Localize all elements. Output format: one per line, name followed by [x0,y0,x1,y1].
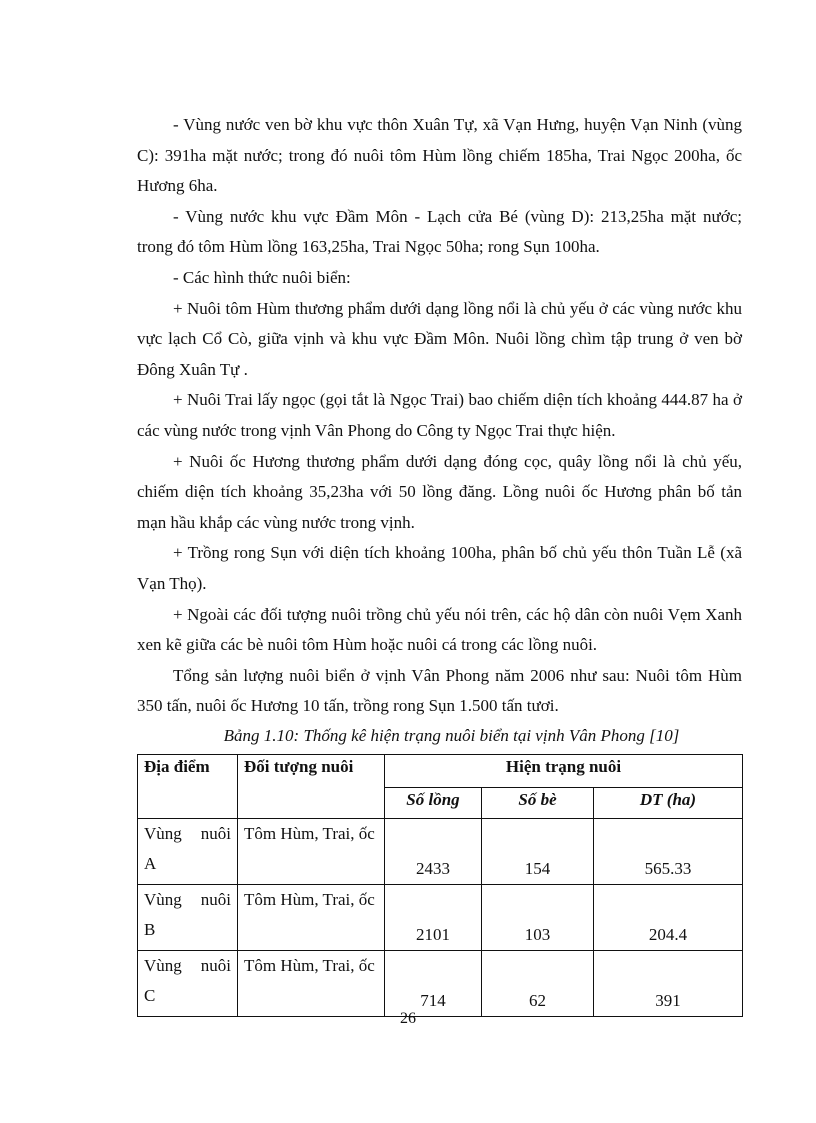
cell-rafts: 103 [482,884,594,950]
table-row [138,950,743,1016]
page-number: 26 [400,1010,416,1027]
table-row [138,884,743,950]
paragraph-pearl-oyster: + Nuôi Trai lấy ngọc (gọi tắt là Ngọc Trai) bao chiếm diện tích khoảng 444.87 ha ở các vùng nước trong vịnh Vân Phong do Công ty Ngọc Trai thực hiện. [137,390,742,440]
paragraph-seaweed: + Trồng rong Sụn với diện tích khoảng 100ha, phân bố chủ yếu thôn Tuần Lễ (xã Vạn Thọ). [137,543,742,593]
cell-area: 565.33 [594,818,743,884]
aquaculture-status-table [137,754,743,1017]
cell-rafts: 154 [482,818,594,884]
header-rafts: Số bè [482,787,594,818]
cell-location: Vùng nuôi A [138,818,238,884]
cell-area: 204.4 [594,884,743,950]
cell-location: Vùng nuôi C [138,950,238,1016]
cell-area: 391 [594,950,743,1016]
cell-species: Tôm Hùm, Trai, ốc [238,950,385,1016]
paragraph-total-output: Tổng sản lượng nuôi biển ở vịnh Vân Phong năm 2006 như sau: Nuôi tôm Hùm 350 tấn, nuôi ốc Hương 10 tấn, trồng rong Sụn 1.500 tấn tươi. [137,665,742,716]
header-area: DT (ha) [594,787,743,818]
cell-cages: 714 [385,950,482,1016]
cell-species: Tôm Hùm, Trai, ốc [238,818,385,884]
cell-location: Vùng nuôi B [138,884,238,950]
cell-species: Tôm Hùm, Trai, ốc [238,884,385,950]
paragraph-zone-d: - Vùng nước khu vực Đầm Môn - Lạch cửa Bé (vùng D): 213,25ha mặt nước; trong đó tôm Hùm lồng 163,25ha, Trai Ngọc 50ha; rong Sụn 100ha. [137,206,742,257]
cell-cages: 2101 [385,884,482,950]
document-body [137,110,742,1017]
header-species: Đối tượng nuôi [238,754,385,818]
paragraph-green-mussel: + Ngoài các đối tượng nuôi trồng chủ yếu nói trên, các hộ dân còn nuôi Vẹm Xanh xen kẽ giữa các bè nuôi tôm Hùm hoặc nuôi cá trong các lồng nuôi. [137,604,742,655]
header-status: Hiện trạng nuôi [385,754,743,787]
paragraph-babylon-snail: + Nuôi ốc Hương thương phẩm dưới dạng đóng cọc, quây lồng nổi là chủ yếu, chiếm diện tích khoảng 35,23ha với 50 lồng đăng. Lồng nuôi ốc Hương phân bố tản mạn hầu khắp các vùng nước trong vịnh. [137,451,742,532]
paragraph-zone-c: - Vùng nước ven bờ khu vực thôn Xuân Tự, xã Vạn Hưng, huyện Vạn Ninh (vùng C): 391ha mặt nước; trong đó nuôi tôm Hùm lồng chiếm 185ha, Trai Ngọc 200ha, ốc Hương 6ha. [137,115,742,196]
table-caption: Bảng 1.10: Thống kê hiện trạng nuôi biển tại vịnh Vân Phong [10] [223,725,680,745]
table-header-row [138,754,743,787]
paragraph-lobster: + Nuôi tôm Hùm thương phẩm dưới dạng lồng nổi là chủ yếu ở các vùng nước khu vực lạch Cổ Cò, giữa vịnh và khu vực Đầm Môn. Nuôi lồng chìm tập trung ở ven bờ Đông Xuân Tự . [137,298,742,379]
header-cages: Số lồng [385,787,482,818]
header-location: Địa điểm [138,754,238,818]
paragraph-farming-forms: - Các hình thức nuôi biển: [173,267,351,287]
table-row [138,818,743,884]
cell-rafts: 62 [482,950,594,1016]
cell-cages: 2433 [385,818,482,884]
